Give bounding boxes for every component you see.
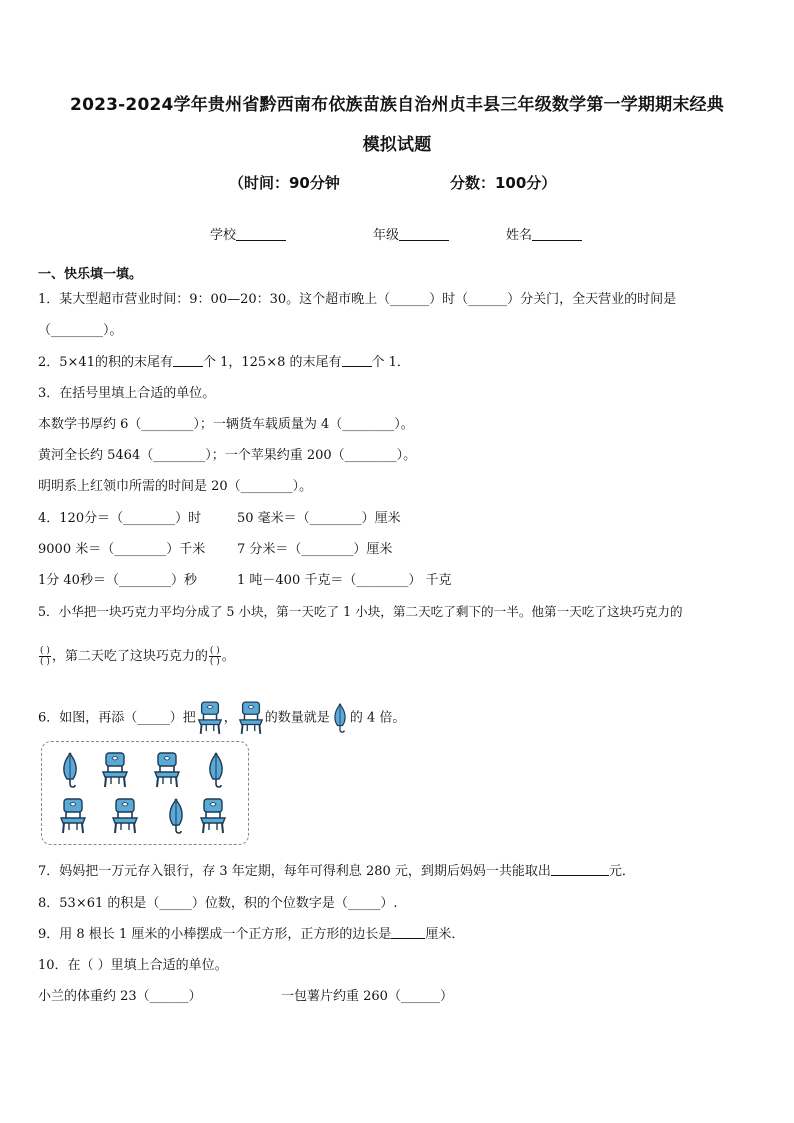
chair-icon: [198, 798, 228, 834]
grade-field[interactable]: [373, 224, 449, 243]
question-2-part-b: 个 1，125×8 的末尾有: [202, 355, 342, 370]
chair-icon: [152, 752, 182, 788]
school-label: 学校: [210, 228, 237, 243]
chair-icon: [110, 798, 140, 834]
grade-blank[interactable]: [399, 227, 449, 241]
name-label: 姓名: [506, 228, 533, 243]
question-3-line-3: 明明系上红领巾所需的时间是 20（________）。: [38, 479, 313, 494]
question-4-row-3a: 1分 40秒＝（________）秒: [38, 573, 197, 588]
question-9: [38, 926, 464, 944]
question-9-part-b: 厘米．: [425, 927, 465, 942]
question-3-line-1: 本数学书厚约 6（________）；一辆货车载质量为 4（________）。: [38, 417, 414, 432]
question-7-part-a: 7．妈妈把一万元存入银行，存 3 年定期，每年可得利息 280 元，到期后妈妈一共能取出: [38, 864, 551, 879]
question-9-part-a: 9．用 8 根长 1 厘米的小棒摆成一个正方形，正方形的边长是: [38, 927, 392, 942]
grade-label: 年级: [373, 228, 400, 243]
question-4-row-1b: 50 毫米＝（________）厘米: [237, 511, 401, 526]
question-2: [38, 354, 410, 372]
question-6-part-c: 的数量就是: [264, 710, 330, 726]
umbrella-icon: [330, 701, 350, 735]
section-title: 一、快乐填一填。: [38, 267, 143, 282]
question-6-part-b: ，: [223, 710, 237, 726]
page-title-line1: 2023-2024学年贵州省黔西南布依族苗族自治州贞丰县三年级数学第一学期期末经典: [70, 95, 724, 115]
question-7-part-b: 元．: [608, 864, 635, 879]
umbrella-icon: [58, 752, 82, 788]
question-6: [38, 701, 405, 735]
name-field[interactable]: [506, 224, 582, 243]
chair-icon: [58, 798, 88, 834]
question-6-part-d: 的 4 倍。: [349, 710, 406, 726]
fraction-2-denominator: ( ): [209, 657, 220, 667]
question-7: [38, 863, 635, 881]
question-4-row-2b: 7 分米＝（________）厘米: [237, 542, 393, 557]
fraction-1-numerator: ( ): [40, 646, 50, 656]
question-1-line-2: （________）。: [38, 323, 123, 338]
chair-icon: [237, 701, 265, 735]
question-10-a: 小兰的体重约 23（______）: [38, 989, 202, 1004]
question-7-blank[interactable]: [551, 863, 609, 876]
question-5-line-1: 5．小华把一块巧克力平均分成了 5 小块，第一天吃了 1 小块，第二天吃了剩下的一半。他第一天吃了这块巧克力的: [38, 604, 683, 619]
school-field[interactable]: [210, 224, 286, 243]
question-6-figure: [41, 741, 249, 845]
name-blank[interactable]: [532, 227, 582, 241]
question-3-line-2: 黄河全长约 5464（________）；一个苹果约重 200（________）。: [38, 448, 417, 463]
question-8: 8．53×61 的积是（_____）位数，积的个位数字是（_____）.: [38, 896, 398, 911]
question-4-row-1a: 4．120分＝（________）时: [38, 511, 202, 526]
question-4-row-2a: 9000 米＝（________）千米: [38, 542, 206, 557]
question-5-mid: ，第二天吃了这块巧克力的: [51, 649, 208, 664]
question-10-stem: 10．在（ ）里填上合适的单位。: [38, 958, 228, 973]
chair-icon: [196, 701, 224, 735]
exam-time: （时间：90分钟: [229, 174, 340, 192]
fraction-1-denominator: ( ): [40, 657, 50, 667]
fraction-2-numerator: ( ): [209, 646, 220, 656]
question-6-part-a: 6．如图，再添（_____）把: [38, 710, 196, 726]
fraction-answer-1[interactable]: [39, 646, 51, 667]
school-blank[interactable]: [236, 227, 286, 241]
question-2-blank-1[interactable]: [173, 354, 203, 367]
page-title-line2: 模拟试题: [362, 135, 432, 155]
question-2-blank-2[interactable]: [342, 354, 372, 367]
question-2-part-a: 2．5×41的积的末尾有: [38, 355, 173, 370]
umbrella-icon: [204, 752, 228, 788]
question-10-b: 一包薯片约重 260（______）: [281, 989, 453, 1004]
question-9-blank[interactable]: [391, 926, 425, 939]
question-3-stem: 3．在括号里填上合适的单位。: [38, 386, 216, 401]
question-2-part-c: 个 1．: [371, 355, 410, 370]
umbrella-icon: [164, 798, 188, 834]
exam-score: 分数：100分）: [450, 174, 557, 192]
question-1-line-1: 1．某大型超市营业时间：9：00—20：30。这个超市晚上（______）时（______）分关门，全天营业的时间是: [38, 292, 677, 307]
question-4-row-3b: 1 吨－400 千克＝（________） 千克: [237, 573, 452, 588]
question-5-line-2: [38, 646, 235, 667]
fraction-answer-2[interactable]: [209, 646, 221, 667]
chair-icon: [100, 752, 130, 788]
question-5-end: 。: [221, 649, 235, 664]
